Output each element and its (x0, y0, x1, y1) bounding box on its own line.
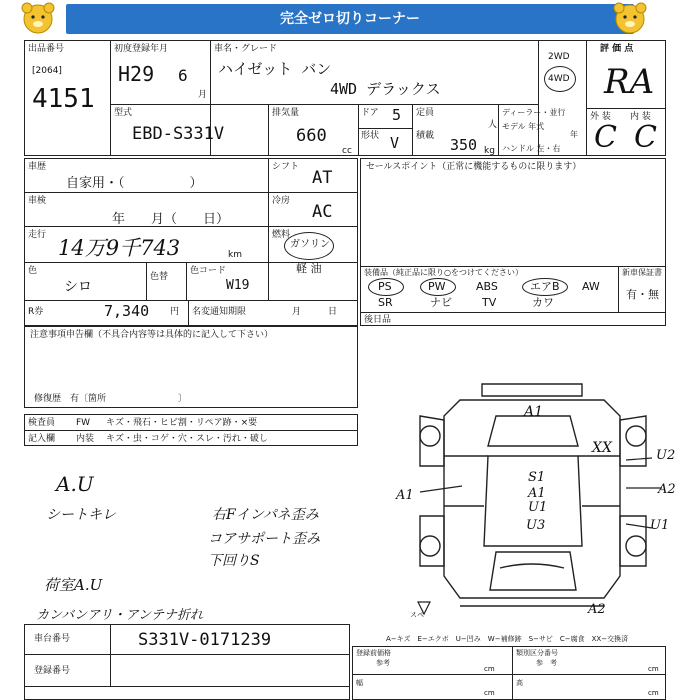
color-code: W19 (226, 278, 250, 293)
recycle-label: R券 (28, 307, 44, 317)
color-label: 色 (28, 266, 38, 276)
remark-line4: コアサポート歪み (208, 531, 320, 547)
remark-line2: シートキレ (46, 507, 116, 523)
damage-mark-xx: XX (592, 440, 612, 456)
model-year-label: モデル 年式 (502, 122, 545, 131)
height-label: 高 (516, 679, 523, 687)
damage-mark-u1-center: U1 (528, 500, 548, 515)
reg-year: H29 (118, 62, 155, 86)
score-label: 評 価 点 (600, 44, 634, 54)
seal-label: 類別区分番号 (516, 649, 558, 657)
remark-line3: 右Fインパネ歪み (212, 507, 319, 523)
equip-label: 装備品（純正品に限り○をつけてください） (364, 268, 523, 277)
damage-mark-roof: A1 (524, 404, 544, 420)
mileage-unit: km (228, 250, 242, 260)
int-grade: C (634, 120, 657, 155)
equip-airbag: エアB (530, 280, 560, 293)
deadline-label: 名変通知期限 (192, 307, 247, 317)
equip-navi: ナビ (430, 296, 452, 309)
score: RA (604, 62, 655, 102)
equip-pw: PW (428, 280, 446, 293)
ref-label: 参考 (376, 659, 390, 667)
equip-leather: カワ (532, 296, 554, 309)
year-unit: 年 (570, 130, 578, 139)
inspector-label: 検査員 (28, 418, 56, 428)
damage-mark-u3: U3 (526, 518, 546, 533)
capacity-unit: 人 (488, 120, 498, 130)
notes-label: 注意事項申告欄（不具合内容等は具体的に記入して下さい） (30, 330, 274, 340)
chassis-value: S331V-0171239 (138, 630, 272, 650)
fuel-alt: 軽 油 (296, 262, 322, 275)
color-change-label: 色替 (150, 272, 169, 282)
shape: V (390, 134, 400, 152)
ac-label: 冷房 (272, 196, 291, 206)
new-car-label: 新車保証書 (622, 268, 662, 277)
equip-sr: SR (378, 296, 393, 309)
width-label: 幅 (356, 679, 363, 687)
cm-unit-2: cm (648, 665, 659, 673)
history-label: 車歴 (28, 162, 47, 172)
interior-label: 内装 (76, 434, 95, 444)
name-label: 車名・グレード (214, 44, 278, 54)
later-label: 後日品 (364, 315, 392, 325)
color-value: シロ (64, 279, 92, 295)
reg-label: 初度登録年月 (114, 44, 169, 54)
int-label: 内 装 (630, 112, 651, 122)
ac-value: AC (312, 202, 333, 222)
fuel-label: 燃料 (272, 230, 291, 240)
remark-line1: A.U (56, 472, 94, 496)
damage-mark-a1-center: A1 (528, 486, 546, 501)
equip-abs: ABS (476, 280, 498, 293)
doors: 5 (392, 106, 402, 124)
ext-label: 外 装 (590, 112, 611, 122)
drive-value: 4WD (548, 74, 570, 84)
damage-mark-a1-left: A1 (396, 488, 414, 503)
entry-label: 記入欄 (28, 434, 56, 444)
footer-right-block (352, 646, 666, 700)
spare-label: スペ (410, 611, 424, 619)
equip-ps: PS (378, 280, 392, 293)
car-name: ハイゼット バン (218, 60, 332, 78)
remark-line5: 下回りS (208, 553, 260, 569)
load: 350 (450, 136, 478, 154)
damage-mark-a2-rear: A2 (588, 602, 606, 617)
fw-items: キズ・飛石・ヒビ割・リペア跡・×要 (106, 418, 258, 428)
inspection-value: 年 月（ 日） (112, 212, 230, 227)
repair-label: 修復歴 有〔箇所 〕 (34, 394, 188, 404)
equip-tv: TV (482, 296, 497, 309)
recycle-unit: 円 (170, 307, 180, 317)
cm-unit-4: cm (648, 689, 659, 697)
handle-label: ハンドル 左・右 (502, 144, 561, 153)
interior-items: キズ・虫・コゲ・穴・スレ・汚れ・破し (106, 434, 268, 444)
ext-grade: C (594, 120, 617, 155)
damage-mark-u1-right: U1 (650, 518, 670, 533)
model-label: 型式 (114, 108, 133, 118)
cm-unit-1: cm (484, 665, 495, 673)
recycle-value: 7,340 (104, 302, 150, 320)
reg-month: 6 (178, 66, 188, 85)
lot-label: 出品番号 (28, 44, 65, 54)
model: EBD-S331V (132, 124, 225, 144)
shape-label: 形状 (361, 131, 380, 141)
damage-mark-u2: U2 (656, 448, 676, 463)
shift-label: シフト (272, 162, 300, 172)
sub-label: 参 考 (536, 659, 557, 667)
damage-legend: A−キズ E−エクボ U−凹み W−補修跡 S−サビ C−腐食 XX−交換済 (386, 635, 629, 643)
cc-label: 排気量 (272, 108, 300, 118)
cc: 660 (296, 126, 327, 146)
chassis-label: 車台番号 (34, 634, 71, 644)
old-price-label: 登録前価格 (356, 649, 391, 657)
remark-line7: カンバンアリ・アンテナ折れ (36, 608, 204, 623)
mascot-right-icon (610, 2, 650, 36)
plate-label: 登録番号 (34, 666, 71, 676)
sales-block (360, 158, 666, 326)
dealer-label: ディーラー・並行 (502, 108, 566, 117)
fuel-value: ガソリン (290, 239, 330, 250)
lot-sub: [2064] (32, 66, 62, 76)
fw-label: FW (76, 418, 91, 428)
deadline-value: 月 日 (292, 307, 338, 317)
drive-label: 2WD (548, 52, 570, 62)
color-code-label: 色コード (190, 266, 227, 276)
equip-aw: AW (582, 280, 600, 293)
lot-number: 4151 (32, 84, 95, 114)
reg-month-unit: 月 (198, 90, 208, 100)
grade: 4WD デラックス (330, 80, 441, 98)
page-title: 完全ゼロ切りコーナー (66, 4, 634, 34)
load-label: 積載 (416, 131, 435, 141)
doors-label: ドア (361, 108, 379, 118)
sales-label: セールスポイント（正常に機能するものに限ります） (366, 162, 582, 172)
inspection-label: 車検 (28, 196, 47, 206)
load-unit: kg (484, 146, 495, 156)
mileage-label: 走行 (28, 230, 47, 240)
mascot-left-icon (18, 2, 58, 36)
damage-mark-a2-right: A2 (658, 482, 676, 497)
damage-mark-s1: S1 (528, 470, 546, 485)
capacity-label: 定員 (416, 108, 435, 118)
mileage-value: 14万9千743 (58, 236, 181, 260)
remark-line6: 荷室A.U (44, 576, 103, 594)
cm-unit-3: cm (484, 689, 495, 697)
history-value: 自家用・（ ） (66, 176, 203, 191)
cc-unit: cc (342, 146, 352, 156)
new-car-value: 有・無 (626, 288, 659, 301)
shift-value: AT (312, 168, 333, 188)
